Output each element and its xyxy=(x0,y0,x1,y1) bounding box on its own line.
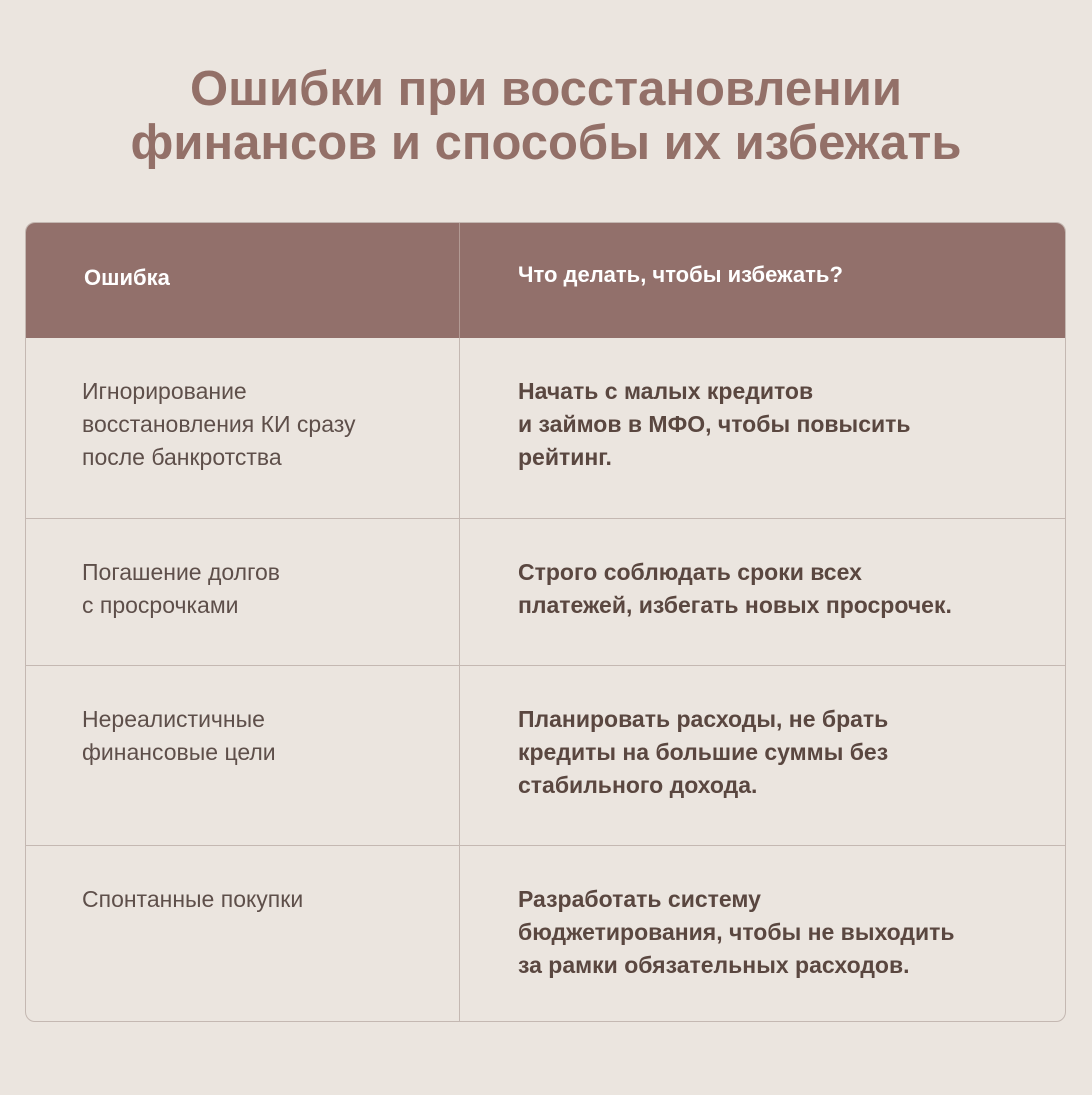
solution-text-line: платежей, избегать новых просрочек. xyxy=(518,592,952,618)
mistake-text-line: Игнорирование xyxy=(82,378,247,404)
header-mistake: Ошибка xyxy=(84,265,170,290)
solution-text-line: стабильного дохода. xyxy=(518,772,758,798)
solution-text-line: рейтинг. xyxy=(518,444,612,470)
mistake-text-line: с просрочками xyxy=(82,592,239,618)
mistake-text-line: Спонтанные покупки xyxy=(82,886,304,912)
solution-text-line: и займов в МФО, чтобы повысить xyxy=(518,411,911,437)
solution-text-line: Строго соблюдать сроки всех xyxy=(518,559,862,585)
solution-text-line: за рамки обязательных расходов. xyxy=(518,952,910,978)
table-row xyxy=(26,665,1065,845)
mistake-cell xyxy=(82,556,442,622)
solution-text-line: Начать с малых кредитов xyxy=(518,378,814,404)
page-title xyxy=(0,62,1092,170)
page-title-line-1: Ошибки при восстановлении xyxy=(190,62,902,116)
table-row xyxy=(26,338,1065,518)
table-row xyxy=(26,518,1065,665)
table-header xyxy=(26,223,1065,338)
solution-cell xyxy=(518,703,1038,802)
table-row xyxy=(26,845,1065,1022)
solution-text-line: бюджетирования, чтобы не выходить xyxy=(518,919,955,945)
solution-text-line: Планировать расходы, не брать xyxy=(518,706,889,732)
mistake-cell xyxy=(82,883,442,916)
header-divider xyxy=(459,223,460,338)
mistake-cell xyxy=(82,375,442,474)
solution-text-line: кредиты на большие суммы без xyxy=(518,739,889,765)
solution-cell xyxy=(518,556,1038,622)
mistake-text-line: после банкротства xyxy=(82,444,282,470)
solution-cell xyxy=(518,375,1038,474)
mistake-text-line: Нереалистичные xyxy=(82,706,265,732)
solution-text-line: Разработать систему xyxy=(518,886,761,912)
mistakes-table xyxy=(25,222,1066,1022)
mistake-text-line: восстановления КИ сразу xyxy=(82,411,356,437)
mistake-text-line: финансовые цели xyxy=(82,739,276,765)
mistake-text-line: Погашение долгов xyxy=(82,559,280,585)
solution-cell xyxy=(518,883,1038,982)
header-solution: Что делать, чтобы избежать? xyxy=(518,262,843,287)
mistake-cell xyxy=(82,703,442,769)
page-title-line-2: финансов и способы их избежать xyxy=(130,116,962,170)
